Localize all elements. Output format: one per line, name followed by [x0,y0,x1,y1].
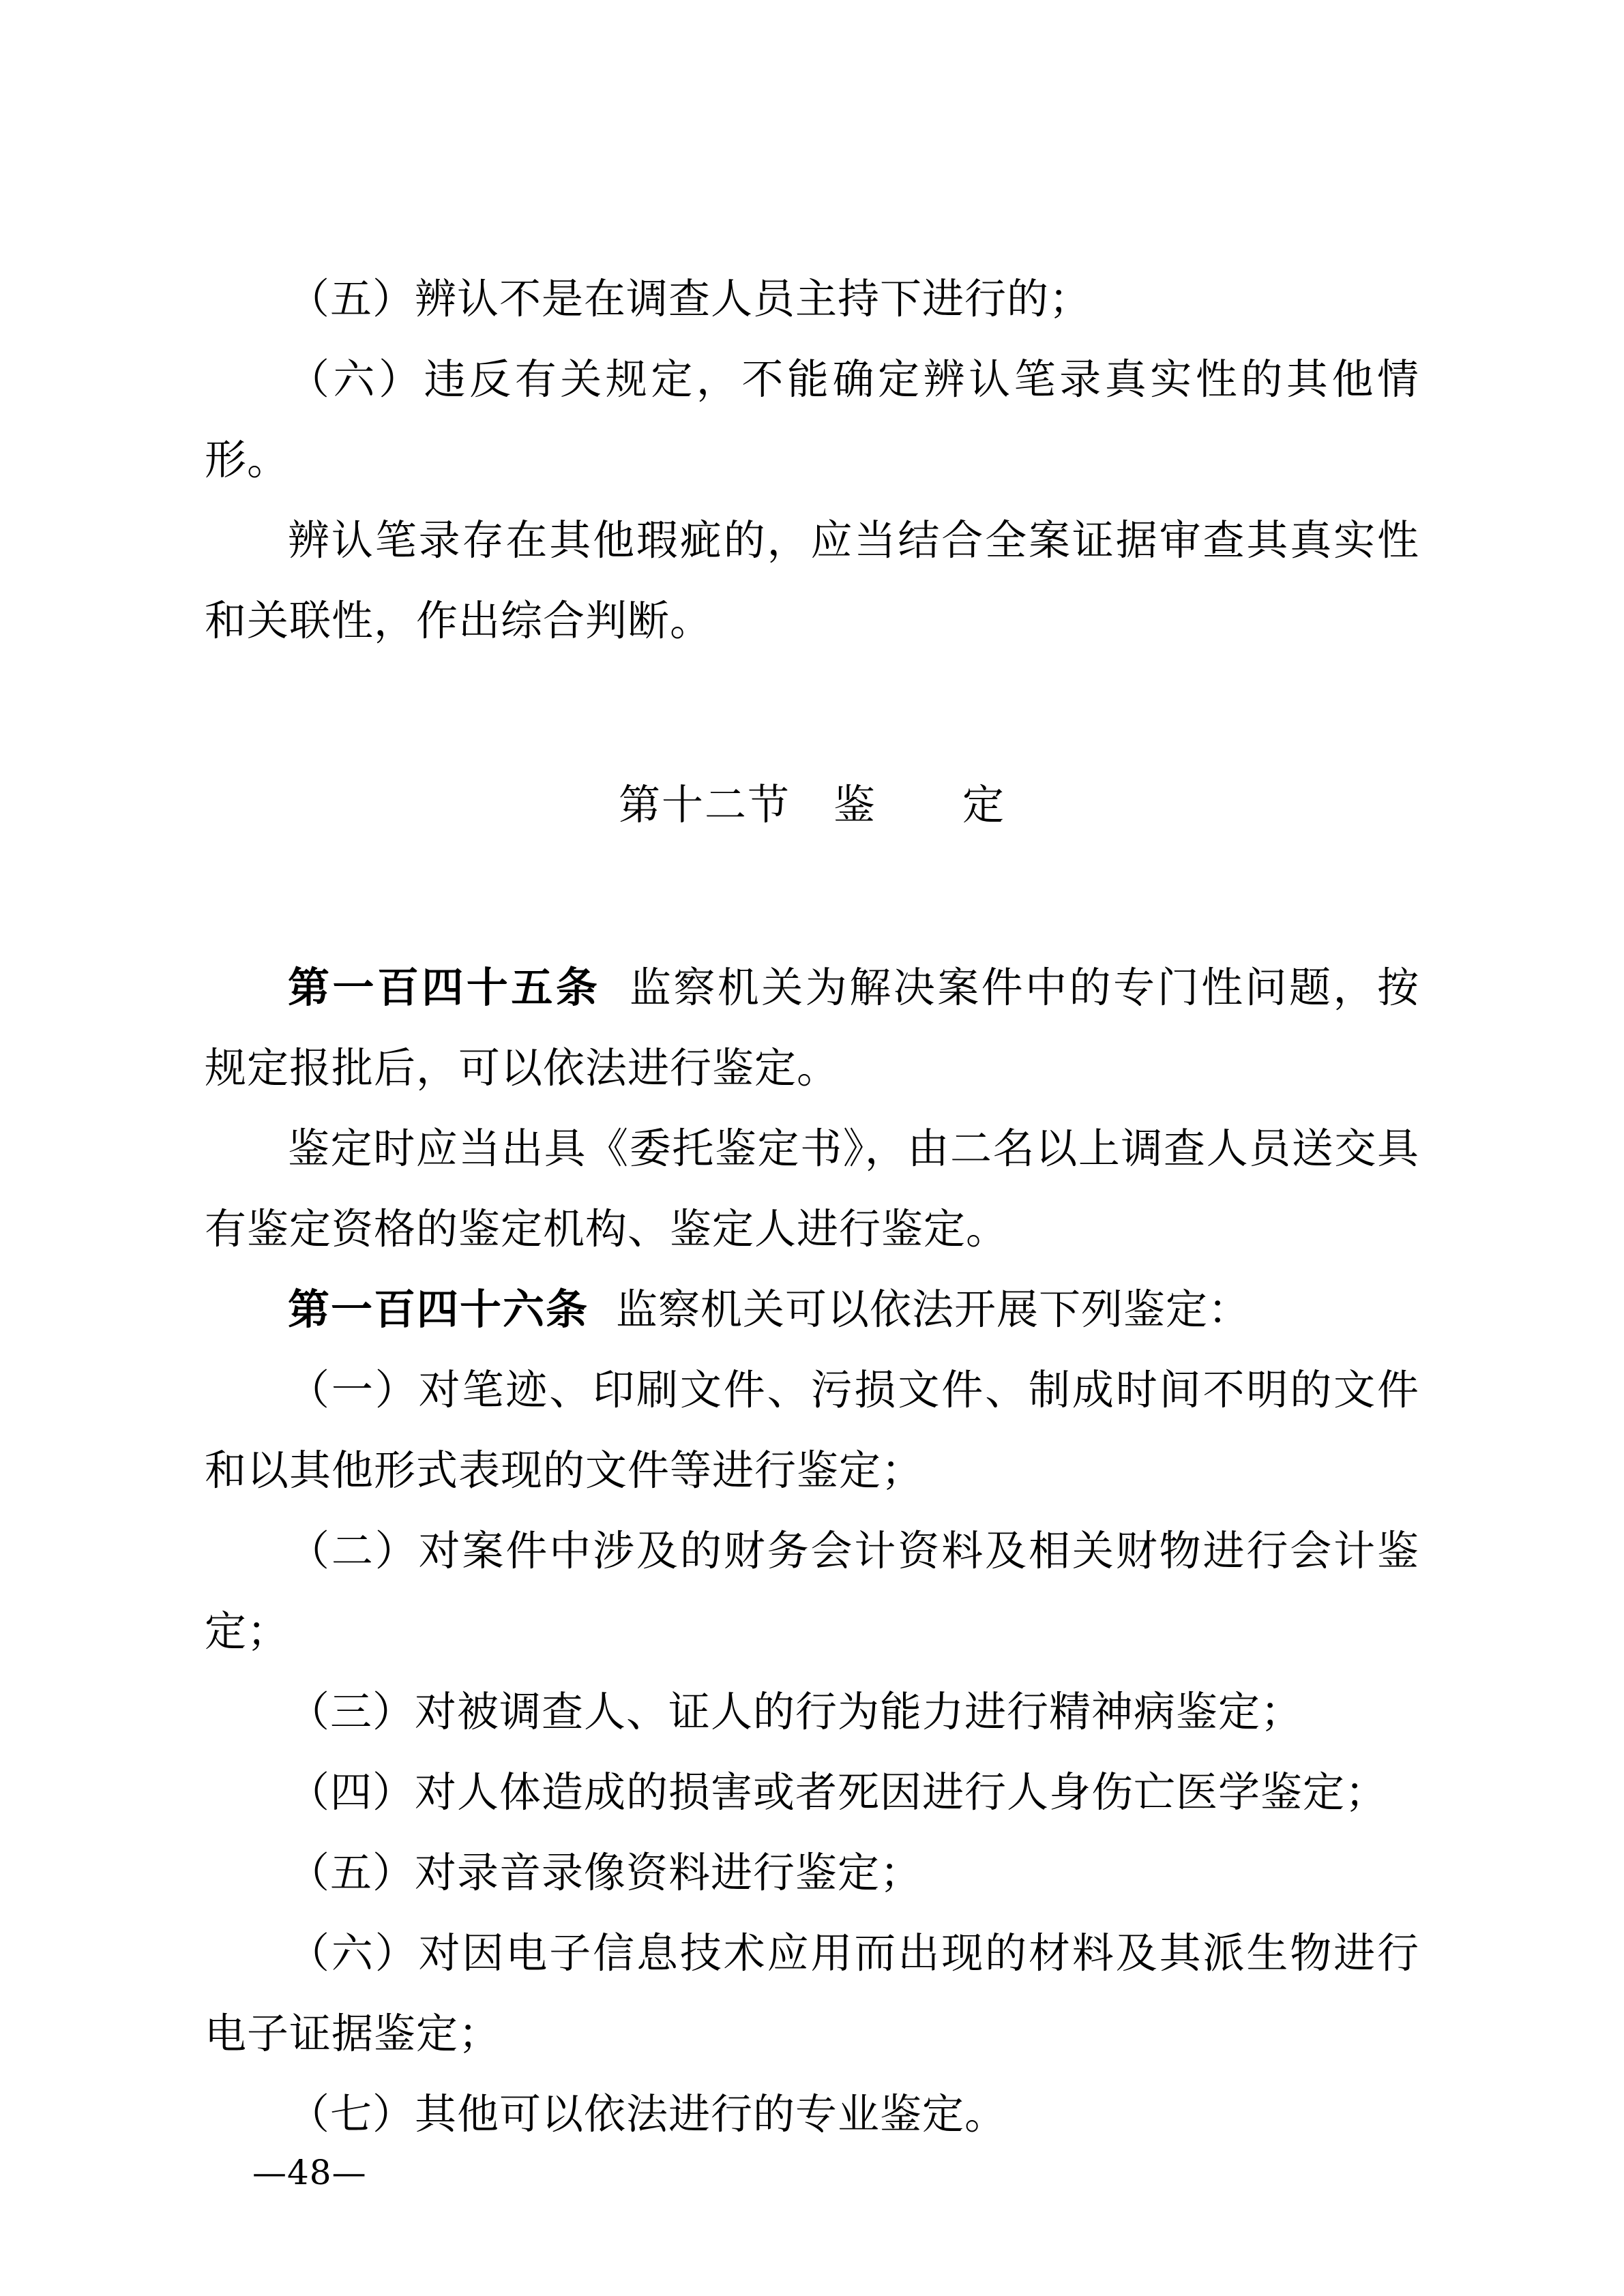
article-146-text: 监察机关可以依法开展下列鉴定： [616,1285,1251,1334]
article-146-item-7: （七）其他可以依法进行的专业鉴定。 [288,2090,1007,2138]
article-146-item-1: （一）对笔迹、印刷文件、污损文件、制成时间不明的文件和以其他形式表现的文件等进行鉴定； [205,1366,1419,1495]
article-146-item-5: （五）对录音录像资料进行鉴定； [288,1849,923,1897]
article-146-number: 第一百四十六条 [288,1285,589,1334]
article-146-item-2: （二）对案件中涉及的财务会计资料及相关财物进行会计鉴定； [205,1527,1419,1656]
page-number: —48— [252,2153,367,2192]
article-146-item-3: （三）对被调查人、证人的行为能力进行精神病鉴定； [288,1688,1303,1736]
spacer-after-section [205,846,1419,948]
article-146-item-4: （四）对人体造成的损害或者死因进行人身伤亡医学鉴定； [288,1768,1388,1817]
article-145 [205,948,1419,1109]
section-title: 第十二节 鉴 定 [618,781,1005,829]
paragraph-item-5: （五）辨认不是在调查人员主持下进行的； [288,275,1092,323]
article-145-number: 第一百四十五条 [288,964,601,1012]
document-body [205,259,1419,2155]
paragraph-entrustment-letter: 鉴定时应当出具《委托鉴定书》，由二名以上调查人员送交具有鉴定资格的鉴定机构、鉴定人进行鉴定。 [205,1124,1419,1253]
paragraph-item-6: （六）违反有关规定，不能确定辨认笔录真实性的其他情形。 [205,355,1419,484]
article-145-text: 监察机关为解决案件中的专门性问题，按规定报批后，可以依法进行鉴定。 [205,964,1419,1092]
article-146 [205,1270,1419,1350]
paragraph-identification-record: 辨认笔录存在其他瑕疵的，应当结合全案证据审查其真实性和关联性，作出综合判断。 [205,516,1419,645]
article-146-item-6: （六）对因电子信息技术应用而出现的材料及其派生物进行电子证据鉴定； [205,1929,1419,2058]
spacer-before-section [205,661,1419,765]
